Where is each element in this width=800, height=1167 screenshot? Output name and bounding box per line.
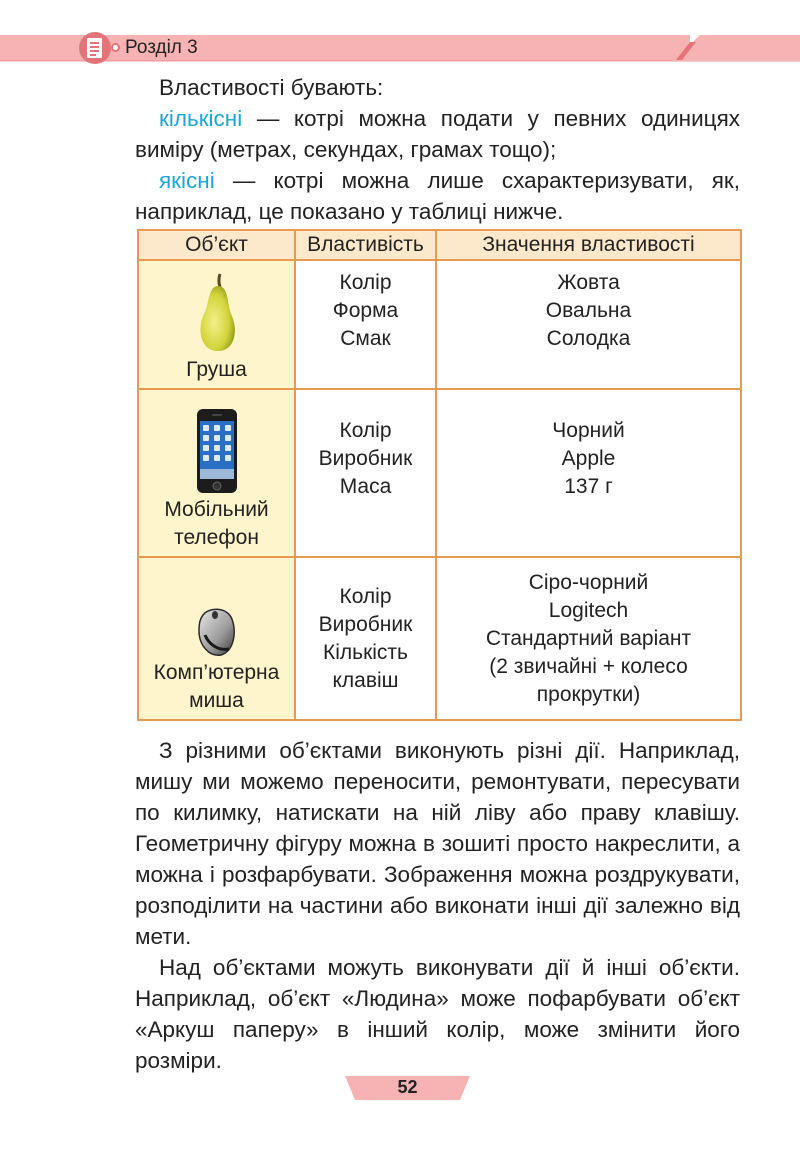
property-item: Колір: [339, 270, 392, 294]
qualitative-text: — котрі можна лише схарактеризувати, як, наприклад, це показано у таблиці нижче.: [135, 168, 740, 224]
property-cell: [295, 389, 436, 557]
value-item: Стандартний варіант: [485, 626, 692, 650]
value-item: (2 звичайні + колесо: [489, 654, 688, 678]
table-header-row: [138, 230, 741, 260]
pear-image: [187, 270, 247, 354]
phone-image: [195, 408, 239, 494]
object-label: телефон: [174, 526, 259, 549]
value-item: прокрутки): [536, 682, 641, 706]
value-cell: [436, 260, 741, 389]
property-item: Кількість: [322, 640, 408, 664]
document-icon: [78, 31, 112, 65]
object-label: Мобільний: [164, 498, 269, 521]
qualitative-term: якісні: [159, 168, 215, 193]
value-cell: [436, 557, 741, 720]
value-item: 137 г: [564, 475, 613, 498]
property-item: Виробник: [318, 612, 413, 636]
property-cell: [295, 557, 436, 720]
intro-line: Властивості бувають:: [159, 75, 384, 100]
section-title: Розділ 3: [125, 37, 198, 58]
value-item: Apple: [561, 447, 616, 470]
object-cell: [138, 389, 295, 557]
value-item: Logitech: [548, 598, 629, 622]
object-cell: [138, 260, 295, 389]
value-cell: [436, 389, 741, 557]
table-row: [138, 260, 741, 389]
object-label: Груша: [186, 358, 247, 381]
table-row: [138, 389, 741, 557]
header-dot: [111, 43, 120, 52]
qualitative-definition: [135, 165, 740, 227]
value-item: Солодка: [546, 326, 631, 350]
mouse-image: [195, 605, 239, 657]
property-item: Колір: [339, 584, 392, 608]
quantitative-definition: [135, 103, 740, 165]
object-label: Комп’ютерна: [153, 661, 280, 684]
object-cell: [138, 557, 295, 720]
table-row: [138, 557, 741, 720]
property-item: Смак: [340, 326, 391, 350]
page-number: 52: [397, 1077, 418, 1097]
quantitative-text: — котрі можна подати у певних одиницях виміру (метрах, секундах, грамах тощо);: [135, 106, 740, 162]
properties-table: [137, 229, 742, 721]
header-object: Об’єкт: [138, 230, 295, 260]
property-item: клавіш: [332, 668, 399, 692]
property-item: Виробник: [318, 447, 413, 470]
value-item: Сіро-чорний: [528, 570, 649, 594]
quantitative-term: кількісні: [159, 106, 243, 131]
paragraph-objects-act: Над об’єктами можуть виконувати дії й інші об’єкти. Наприклад, об’єкт «Людина» може пофарбувати об’єкт «Аркуш паперу» в інший колір, може змінити його розміри.: [135, 955, 740, 1073]
paragraph-actions: З різними об’єктами виконують різні дії. Наприклад, мишу ми можемо переносити, ремонтувати, пересувати по килимку, натискати на ній ліву або праву клавішу. Геометричну фігуру можна в зошиті просто накреслити, а можна і розфарбувати. Зображення можна роздрукувати, розподілити на частини або виконати інші дії залежно від мети.: [135, 738, 740, 949]
value-item: Чорний: [552, 419, 625, 442]
property-item: Колір: [339, 419, 392, 442]
header-value: Значення властивості: [436, 230, 741, 260]
object-label: миша: [189, 689, 244, 712]
value-item: Жовта: [557, 270, 620, 294]
property-cell: [295, 260, 436, 389]
property-item: Форма: [332, 298, 399, 322]
value-item: Овальна: [545, 298, 632, 322]
property-item: Маса: [339, 475, 392, 498]
header-property: Властивість: [295, 230, 436, 260]
